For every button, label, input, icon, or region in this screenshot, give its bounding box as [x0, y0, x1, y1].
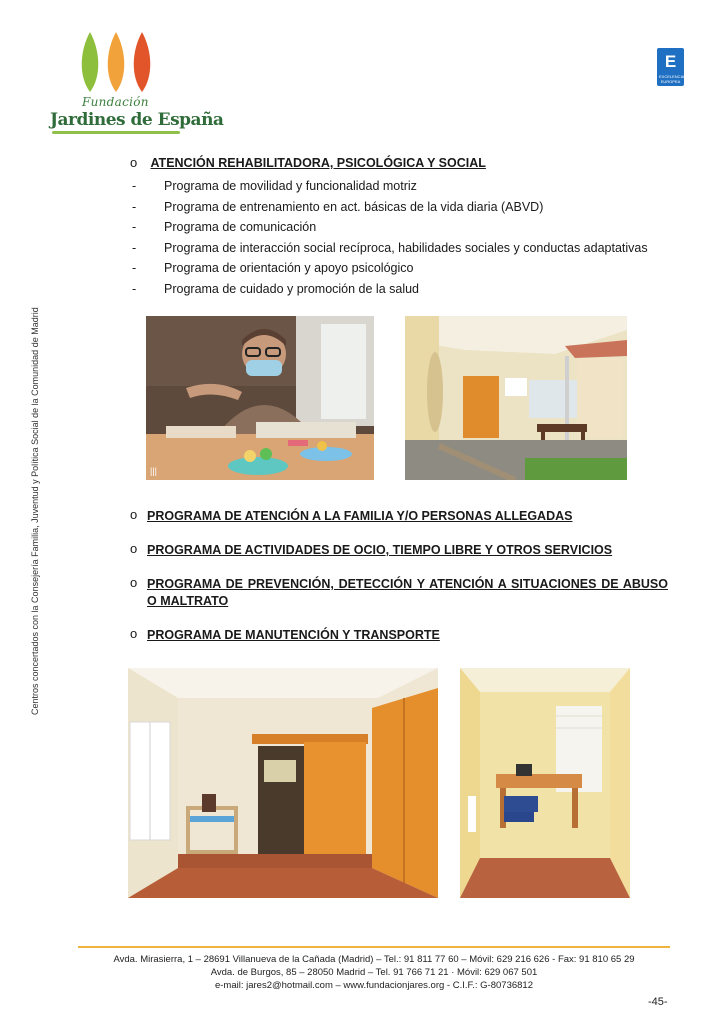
photo-room-orange-doors	[128, 668, 438, 898]
fundacion-logo	[48, 30, 224, 142]
badge-caption: EXCELENCIA EUROPEA	[659, 74, 685, 84]
list-item: o PROGRAMA DE PREVENCIÓN, DETECCIÓN Y ATENCIÓN A SITUACIONES DE ABUSO O MALTRATO	[130, 575, 668, 608]
excellence-badge	[657, 48, 684, 86]
list-item: o PROGRAMA DE ATENCIÓN A LA FAMILIA Y/O PERSONAS ALLEGADAS	[130, 508, 668, 525]
program-sublist	[130, 176, 690, 299]
list-item: - Programa de interacción social recíproca, habilidades sociales y conductas adaptativas	[132, 240, 648, 255]
footer-line-3: e-mail: jares2@hotmail.com – www.fundacionjares.org - C.I.F.: G-80736812	[214, 980, 533, 991]
list-item: - Programa de comunicación	[132, 220, 317, 234]
program-title: PROGRAMA DE MANUTENCIÓN Y TRANSPORTE	[147, 628, 440, 642]
list-item: - Programa de movilidad y funcionalidad motriz	[132, 179, 417, 193]
list-item: o PROGRAMA DE MANUTENCIÓN Y TRANSPORTE	[130, 627, 668, 644]
circle-bullet: o	[130, 155, 138, 170]
rehab-section	[130, 154, 690, 299]
photo-building-entrance	[405, 316, 627, 480]
photo-office-room	[460, 668, 630, 898]
photo-corner-mark: |||	[150, 466, 158, 476]
badge-letter: E	[664, 52, 677, 71]
section-heading: ATENCIÓN REHABILITADORA, PSICOLÓGICA Y SOCIAL	[150, 156, 486, 170]
footer-line-1: Avda. Mirasierra, 1 – 28691 Villanueva de la Cañada (Madrid) – Tel.: 91 811 77 60 – Móvil: 629 216 626 - Fax: 91 810 65 29	[113, 954, 635, 965]
program-title: PROGRAMA DE ATENCIÓN A LA FAMILIA Y/O PERSONAS ALLEGADAS	[147, 509, 573, 523]
program-title: PROGRAMA DE ACTIVIDADES DE OCIO, TIEMPO LIBRE Y OTROS SERVICIOS	[147, 543, 613, 557]
page-number: -45-	[648, 996, 668, 1008]
footer-line-2: Avda. de Burgos, 85 – 28050 Madrid – Tel. 91 766 71 21 · Móvil: 629 067 501	[210, 967, 538, 978]
footer-rule	[78, 946, 670, 948]
photo-therapy-session	[146, 316, 374, 480]
list-item: o PROGRAMA DE ACTIVIDADES DE OCIO, TIEMPO LIBRE Y OTROS SERVICIOS	[130, 542, 668, 559]
list-item: - Programa de entrenamiento en act. básicas de la vida diaria (ABVD)	[132, 199, 544, 214]
list-item: - Programa de cuidado y promoción de la salud	[132, 281, 420, 296]
logo-line-name: Jardines de España	[50, 110, 224, 130]
logo-line-fundacion: Fundación	[82, 95, 149, 109]
three-leaves-icon	[76, 30, 160, 94]
footer-address	[78, 953, 670, 992]
logo-underline	[52, 131, 180, 134]
program-title: PROGRAMA DE PREVENCIÓN, DETECCIÓN Y ATENCIÓN A SITUACIONES DE ABUSO O MALTRATO	[147, 577, 668, 608]
list-item: - Programa de orientación y apoyo psicológico	[132, 261, 414, 275]
programs-list	[130, 508, 668, 661]
side-vertical-text: Centros concertados con la Consejería Familia, Juventud y Política Social de la Comunidad de Madrid	[30, 307, 40, 715]
